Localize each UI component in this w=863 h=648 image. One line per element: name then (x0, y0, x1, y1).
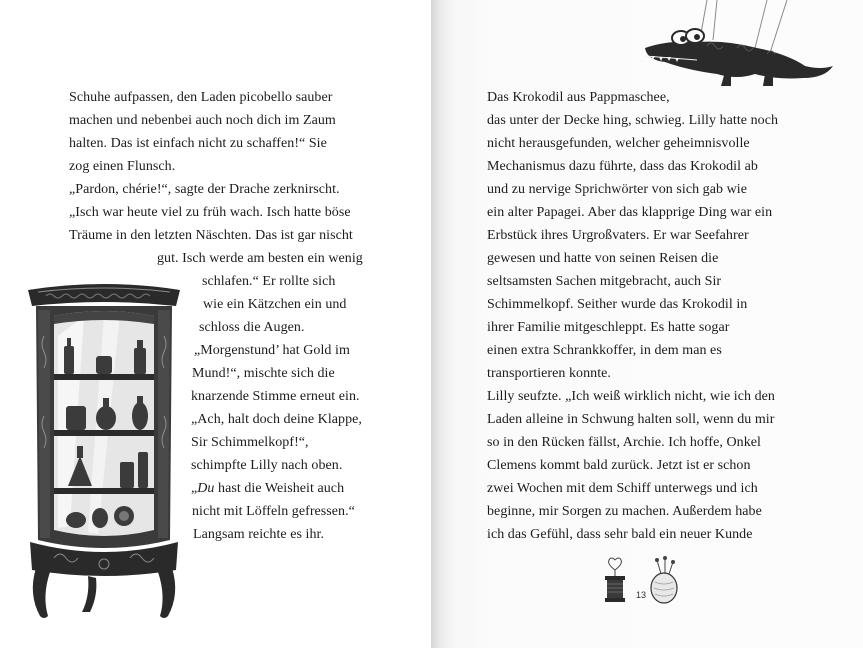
text-line: Sir Schimmelkopf!“, (191, 435, 309, 450)
right-page (431, 0, 863, 648)
text-line: Langsam reichte es ihr. (193, 527, 324, 542)
text-line: schloss die Augen. (199, 320, 305, 335)
text-line-rest: hast die Weisheit auch (218, 481, 345, 496)
text-line: und zu nervige Sprichwörter von sich gab wie (487, 182, 747, 197)
text-line: so in den Rücken fällst, Archie. Ich hoffe, Onkel (487, 435, 761, 450)
text-line: „Pardon, chérie!“, sagte der Drache zerknirscht. (69, 182, 340, 197)
text-line: beginne, mir Sorgen zu machen. Außerdem habe (487, 504, 762, 519)
text-line: schimpfte Lilly nach oben. (191, 458, 343, 473)
text-line: „Ach, halt doch deine Klappe, (191, 412, 362, 427)
text-line: ihrer Familie mitgeschleppt. Es hatte sogar (487, 320, 730, 335)
text-line: einen extra Schrankkoffer, in dem man es (487, 343, 722, 358)
italic-word: Du (197, 481, 215, 496)
text-line: zwei Wochen mit dem Schiff unterwegs und ich (487, 481, 758, 496)
curio-cabinet-illustration (24, 276, 184, 622)
text-line: das unter der Decke hing, schwieg. Lilly hatte noch (487, 113, 779, 128)
left-page (0, 0, 431, 648)
text-line: Schimmelkopf. Seither wurde das Krokodil in (487, 297, 748, 312)
text-line: knarzende Stimme erneut ein. (191, 389, 360, 404)
text-line: Erbstück ihres Urgroßvaters. Er war Seefahrer (487, 228, 749, 243)
text-line: Mechanismus dazu führte, dass das Krokodil ab (487, 159, 758, 174)
text-line: machen und nebenbei auch noch dich im Zaum (69, 113, 336, 128)
text-line: „Isch war heute viel zu früh wach. Isch hatte böse (69, 205, 351, 220)
text-line: zog einen Flunsch. (69, 159, 176, 174)
text-line: wie ein Kätzchen ein und (203, 297, 347, 312)
text-line: ein alter Papagei. Aber das klapprige Ding war ein (487, 205, 773, 220)
text-line: Laden alleine in Schwung halten soll, wenn du mir (487, 412, 775, 427)
pincushion-icon (647, 556, 681, 606)
text-line: halten. Das ist einfach nicht zu schaffen!“ Sie (69, 136, 327, 151)
text-line (191, 480, 344, 498)
text-line: Mund!“, mischte sich die (192, 366, 335, 381)
text-line: Lilly seufzte. „Ich weiß wirklich nicht, wie ich den (487, 389, 775, 404)
text-line: transportieren konnte. (487, 366, 611, 381)
text-line: ich das Gefühl, dass sehr bald ein neuer Kunde (487, 527, 753, 542)
text-line: seltsamsten Sachen mitgebracht, auch Sir (487, 274, 722, 289)
text-line: Das Krokodil aus Pappmaschee, (487, 90, 670, 105)
thread-spool-icon (601, 556, 629, 604)
crocodile-illustration (637, 0, 837, 92)
text-line: gewesen und hatte von seinen Reisen die (487, 251, 719, 266)
text-line: nicht mit Löffeln gefressen.“ (192, 504, 355, 519)
text-line: nicht herausgefunden, welcher geheimnisvolle (487, 136, 750, 151)
open-quote: „ (191, 481, 198, 496)
text-line: Träume in den letzten Näschten. Das ist gar nischt (69, 228, 353, 243)
text-line: schlafen.“ Er rollte sich (202, 274, 336, 289)
text-line: Schuhe aufpassen, den Laden picobello sauber (69, 90, 333, 105)
text-line: gut. Isch werde am besten ein wenig (157, 251, 363, 266)
text-line: „Morgenstund’ hat Gold im (194, 343, 350, 358)
text-line: Clemens kommt bald zurück. Jetzt ist er schon (487, 458, 751, 473)
page-number: 13 (636, 590, 647, 600)
